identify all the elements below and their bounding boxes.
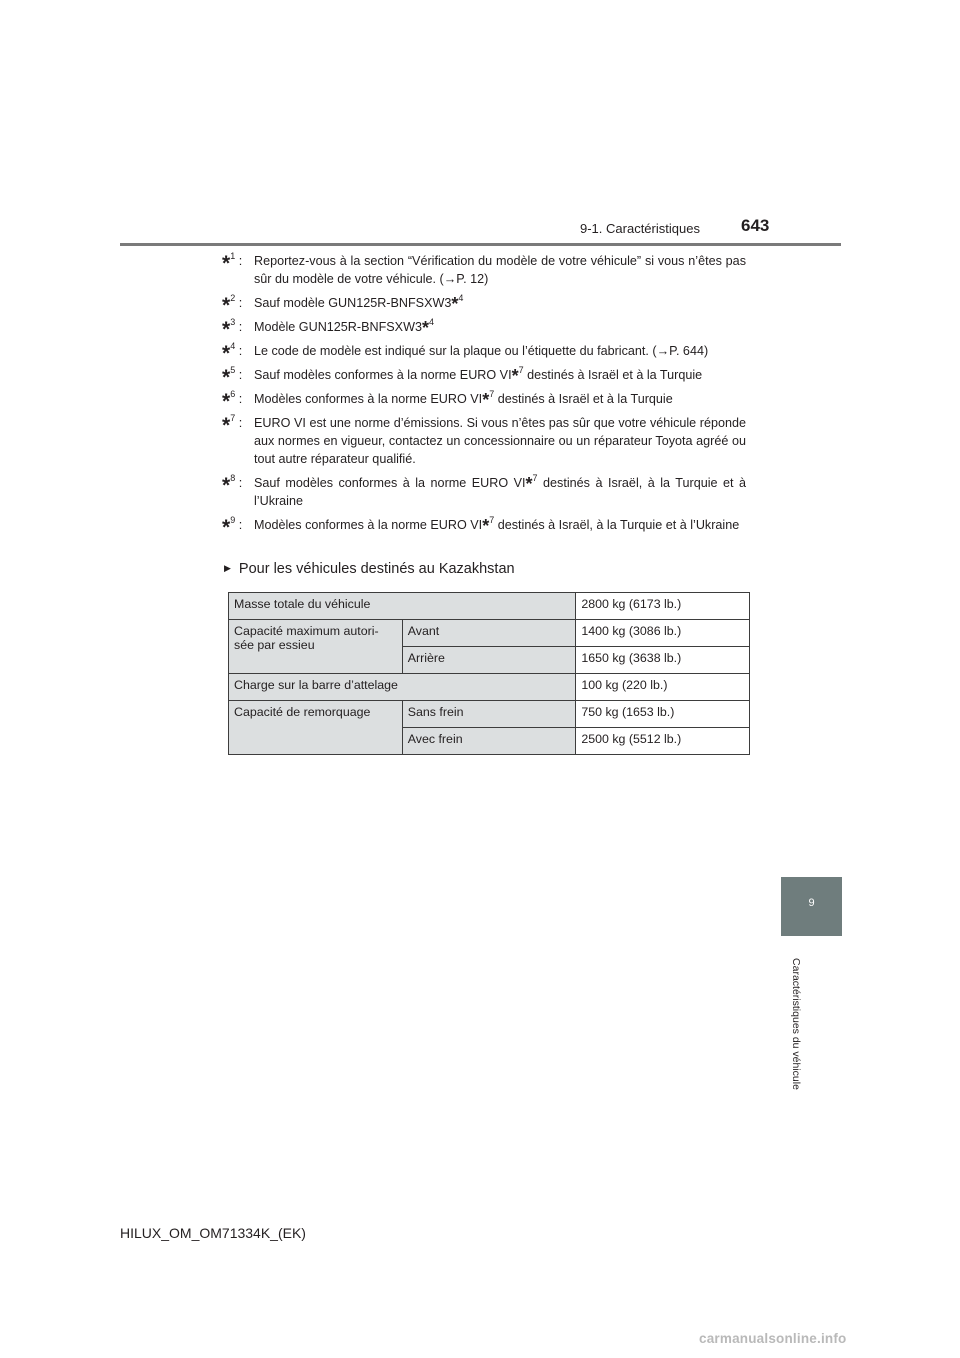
- footnote-number: 6: [230, 389, 236, 399]
- footnote-text: Le code de modèle est indiqué sur la plaque ou l’étiquette du fabricant. (→P. 644): [254, 344, 709, 358]
- footnote-marker: *$^1$ :: [222, 251, 243, 275]
- front-axle-label: Avant: [402, 620, 576, 647]
- watermark: carmanualsonline.info: [699, 1331, 847, 1346]
- asterisk-icon: *: [421, 318, 429, 338]
- chapter-side-label: [788, 940, 804, 1112]
- footnote-text: Sauf modèle GUN125R-BNFSXW3: [254, 296, 452, 310]
- footnote-4: [222, 341, 746, 365]
- footnote-text: Modèle GUN125R-BNFSXW3: [254, 320, 422, 334]
- footnote-5: [222, 365, 746, 389]
- braked-label: Avec frein: [402, 728, 576, 755]
- header-divider: [120, 243, 841, 246]
- footnote-number: 4: [230, 341, 236, 351]
- footnote-text-tail: destinés à Israël et à la Turquie: [523, 368, 703, 382]
- towing-capacity-label: Capacité de remorquage: [229, 701, 403, 755]
- triangle-bullet-icon: ▶: [224, 563, 231, 573]
- footnote-ref: 4: [428, 317, 434, 327]
- footnote-7: [222, 414, 746, 468]
- footnote-text-tail: destinés à Israël et à la Turquie: [494, 392, 673, 406]
- footnote-ref: 7: [518, 365, 524, 375]
- footnote-number: 9: [230, 515, 236, 525]
- asterisk-icon: *: [451, 294, 459, 314]
- asterisk-icon: *: [511, 366, 519, 386]
- table-row: [229, 674, 750, 701]
- footnote-text: Modèles conformes à la norme EURO VI: [254, 392, 483, 406]
- footnote-text: EURO VI est une norme d’émissions. Si vous n’êtes pas sûr que votre véhicule réponde aux normes en vigueur, contactez un concessionnaire ou un réparateur Toyota agréé ou tout autre réparateur qualifié.: [254, 416, 746, 466]
- footnote-marker: *$^2$ :: [222, 293, 243, 317]
- asterisk-icon: *: [222, 318, 231, 341]
- total-mass-label: Masse totale du véhicule: [229, 593, 576, 620]
- footnote-ref: 7: [489, 515, 495, 525]
- towbar-load-value: 100 kg (220 lb.): [576, 674, 750, 701]
- chapter-tab: [781, 877, 842, 936]
- table-row: [229, 593, 750, 620]
- kazakhstan-heading-text: Pour les véhicules destinés au Kazakhstan: [238, 561, 515, 577]
- footnote-ref: 7: [532, 473, 538, 483]
- asterisk-icon: *: [222, 474, 231, 497]
- footnote-marker: *$^5$ :: [222, 365, 243, 389]
- chapter-title: Caractéristiques du véhicule: [790, 958, 802, 1090]
- footnote-text: Sauf modèles conformes à la norme EURO VI: [254, 476, 526, 490]
- asterisk-icon: *: [222, 252, 231, 275]
- unbraked-label: Sans frein: [402, 701, 576, 728]
- footnote-number: 2: [230, 293, 236, 303]
- footnote-text: Sauf modèles conformes à la norme EURO VI: [254, 368, 512, 382]
- table-row: [229, 620, 750, 647]
- asterisk-icon: *: [222, 342, 231, 365]
- footnote-ref: 7: [489, 389, 495, 399]
- footnotes: [222, 252, 746, 540]
- axle-capacity-label: Capacité maximum autori-sée par essieu: [229, 620, 403, 674]
- footnote-3: [222, 317, 746, 341]
- footnote-marker: *$^3$ :: [222, 317, 243, 341]
- footnote-number: 7: [230, 413, 236, 423]
- asterisk-icon: *: [482, 390, 490, 410]
- footnote-text-tail: destinés à Israël, à la Turquie et à l’Ukraine: [494, 518, 740, 532]
- asterisk-icon: *: [222, 516, 231, 539]
- footnote-8: [222, 474, 746, 510]
- footnote-text: Reportez-vous à la section “Vérification du modèle de votre véhicule” si vous n’êtes pas sûr du modèle de votre véhicule. (→P. 12): [254, 254, 746, 286]
- asterisk-icon: *: [525, 474, 533, 494]
- footnote-text-tail: destinés à Israël, à la Turquie et à l’Ukraine: [254, 476, 747, 508]
- rear-axle-value: 1650 kg (3638 lb.): [576, 647, 750, 674]
- braked-value: 2500 kg (5512 lb.): [576, 728, 750, 755]
- footnote-number: 8: [230, 473, 236, 483]
- footnote-marker: *$^9$ :: [222, 515, 243, 539]
- asterisk-icon: *: [222, 294, 231, 317]
- footnote-marker: *$^8$ :: [222, 473, 243, 497]
- footnote-number: 3: [230, 317, 236, 327]
- asterisk-icon: *: [482, 516, 490, 536]
- footnote-1: [222, 252, 746, 288]
- footnote-number: 1: [230, 251, 236, 261]
- section-title: 9-1. Caractéristiques: [580, 221, 700, 236]
- kazakhstan-heading: [224, 561, 515, 577]
- chapter-number: 9: [808, 897, 815, 909]
- asterisk-icon: *: [222, 366, 231, 389]
- towbar-load-label: Charge sur la barre d’attelage: [229, 674, 576, 701]
- footnote-marker: *$^6$ :: [222, 389, 243, 413]
- footnote-ref: 4: [458, 293, 464, 303]
- document-code: HILUX_OM_OM71334K_(EK): [120, 1225, 306, 1241]
- footnote-6: [222, 389, 746, 413]
- footnote-marker: *$^4$ :: [222, 341, 243, 365]
- total-mass-value: 2800 kg (6173 lb.): [576, 593, 750, 620]
- front-axle-value: 1400 kg (3086 lb.): [576, 620, 750, 647]
- footnote-text: Modèles conformes à la norme EURO VI: [254, 518, 483, 532]
- page-number: 643: [741, 216, 770, 235]
- weight-spec-table: [228, 592, 750, 755]
- footnote-9: [222, 515, 746, 539]
- table-row: [229, 701, 750, 728]
- footnote-2: [222, 293, 746, 317]
- unbraked-value: 750 kg (1653 lb.): [576, 701, 750, 728]
- asterisk-icon: *: [222, 390, 231, 413]
- footnote-number: 5: [230, 365, 236, 375]
- rear-axle-label: Arrière: [402, 647, 576, 674]
- footnote-marker: *$^7$ :: [222, 413, 243, 437]
- asterisk-icon: *: [222, 414, 231, 437]
